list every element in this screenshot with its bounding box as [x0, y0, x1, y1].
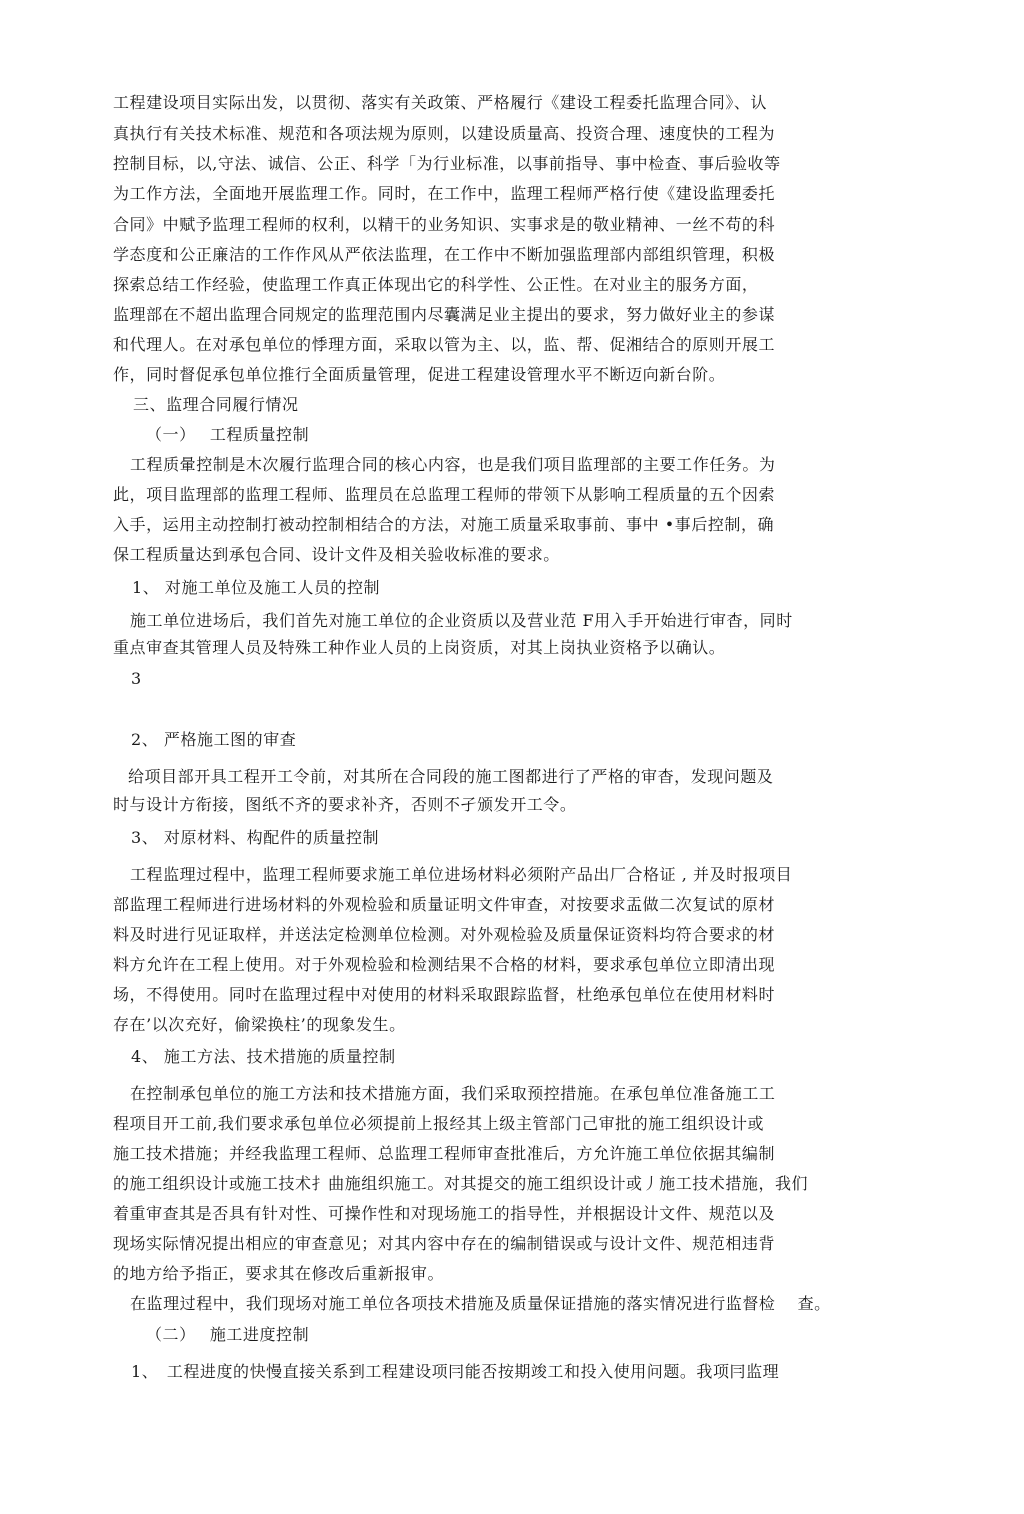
body-text-line: 的地方给予指正，要求其在修改后重新报审。 — [113, 1264, 445, 1283]
body-text-line: 施工技术措施；并经我监理工程师、总监理工程师审查批准后，方允许施工单位依据其编制 — [113, 1144, 776, 1163]
section-heading: 三、监理合同履行情况 — [133, 395, 299, 414]
body-text-line: 控制目标，以,守法、诚信、公正、科学「为行业标准，以事前指导、事中检查、事后验收等 — [113, 154, 781, 173]
body-text-line: 此，项目监理部的监理工程师、监理员在总监理工程师的带领下从影响工程质量的五个因索 — [113, 485, 776, 504]
body-text-line: 的施工组织设计或施工技术扌曲施组织施工。对其提交的施工组织设计或丿施工技术措施，我们 — [113, 1174, 809, 1193]
body-text-line: 场，不得使用。同吋在监理过程中对使用的材料采取跟踪监督，杜绝承包单位在使用材料时 — [113, 985, 776, 1004]
body-text-line: 给项目部开具工程开工令前，对其所在合同段的施工图都进行了严格的审杳，发现问题及 — [128, 767, 774, 786]
body-text-line: 部监理工程师进行进场材料的外观检验和质量证明文件审查，对按要求盂做二次复试的原材 — [113, 895, 776, 914]
body-text-line: 工程质暈控制是木次履行监理合同的核心内容，也是我们项目监理部的主要工作任务。为 — [130, 455, 776, 474]
subsection-heading: （一） 工程质量控制 — [146, 425, 310, 444]
body-text-line: 重点审查其管理人员及特殊工种作业人员的上岗资质，对其上岗执业资格予以确认。 — [113, 638, 726, 657]
body-text-line: 料及时进行见证取样，并送法定检测单位检测。对外观检验及质量保证资料均符合要求的材 — [113, 925, 776, 944]
body-text-line: 探索总结工作经验，使监理工作真正体现出它的科学性、公正性。在对业主的服务方面， — [113, 275, 759, 294]
item-heading: 1、 对施工单位及施工人员的控制 — [132, 578, 381, 597]
body-text-line: 存在’以次充好，偷梁换柱’的现象发生。 — [113, 1015, 406, 1034]
item-heading: 4、 施工方法、技术措施的质量控制 — [131, 1047, 396, 1066]
subsection-heading: （二） 施工进度控制 — [146, 1325, 310, 1344]
body-text-line: 工程监理过程中，监理工程师要求施工单位进场材料必须附产品出厂合格证 , 并及时报项目 — [130, 865, 793, 884]
body-text-line: 学态度和公正廉洁的工作作风从严依法监理，在工作中不断加强监理部内部组织管理，积极 — [113, 245, 776, 264]
body-text-line: 1、 工程进度的快慢直接关系到工程建设项冃能否按期竣工和投入使用问题。我项冃监理 — [131, 1362, 780, 1381]
body-text-line: 在控制承包单位的施工方法和技术措施方面，我们采取预控措施。在承包单位准备施工工 — [130, 1084, 776, 1103]
body-text-line: 料方允许在工程上使用。对于外观检验和检测结果不合格的材料，要求承包单位立即清出现 — [113, 955, 776, 974]
body-text-line: 保工程质量达到承包合同、设计文件及相关验收标准的要求。 — [113, 545, 560, 564]
body-text-line: 监理部在不超出监理合同规定的监理范围内尽囊满足业主提出的要求，努力做好业主的参谋 — [113, 305, 776, 324]
body-text-line: 入手，运用主动控制打被动控制相结合的方法，对施工质量采取事前、事中 •事后控制，确 — [113, 515, 775, 534]
body-text-line: 真执行有关技术标准、规范和各项法规为原则，以建设质量高、投资合理、速度快的工程为 — [113, 124, 776, 143]
body-text-line: 现场实际情况提出相应的审查意见；对其内容中存在的编制错误或与设计文件、规范相违背 — [113, 1234, 776, 1253]
item-heading: 2、 严格施工图的审查 — [131, 730, 297, 749]
item-heading: 3、 对原材料、构配件的质量控制 — [131, 828, 380, 847]
body-text-line: 为工作方法，全面地开展监理工作。同时，在工作中，监理工程师严格行使《建设监理委托 — [113, 184, 776, 203]
body-text-line: 程项目开工前,我们要求承包单位必须提前上报经其上级主管部门己审批的施工组织设计或 — [113, 1114, 765, 1133]
body-text-line: 和代理人。在对承包单位的悸理方面，采取以管为主、以，监、帮、促湘结合的原则开展工 — [113, 335, 776, 354]
page-number: 3 — [131, 669, 142, 688]
body-text-line: 时与设计方衔接，图纸不齐的要求补齐，否则不孑颁发开工令。 — [113, 795, 577, 814]
body-text-line: 着重审查其是否具有针对性、可操作性和对现场施工的指导性，并根据设计文件、规范以及 — [113, 1204, 776, 1223]
body-text-line: 工程建设项目实际出发，以贯彻、落实有关政策、严格履行《建设工程委托监理合同》、认 — [113, 93, 768, 112]
body-text-line: 作，同时督促承包单位推行全面质量管理，促进工程建设管理水平不断迈向新台阶。 — [113, 365, 726, 384]
body-text-line: 在监理过程中，我们现场对施工单位各项技术措施及质量保证措施的落实情况进行监督检 查。 — [130, 1294, 831, 1313]
body-text-line: 合同》中赋予监理工程师的权利，以精干的业务知识、实事求是的敬业精神、一丝不苟的科 — [113, 215, 776, 234]
body-text-line: 施工单位进场后，我们首先对施工单位的企业资质以及营业范 F用入手开始进行审杳，同时 — [130, 611, 793, 630]
